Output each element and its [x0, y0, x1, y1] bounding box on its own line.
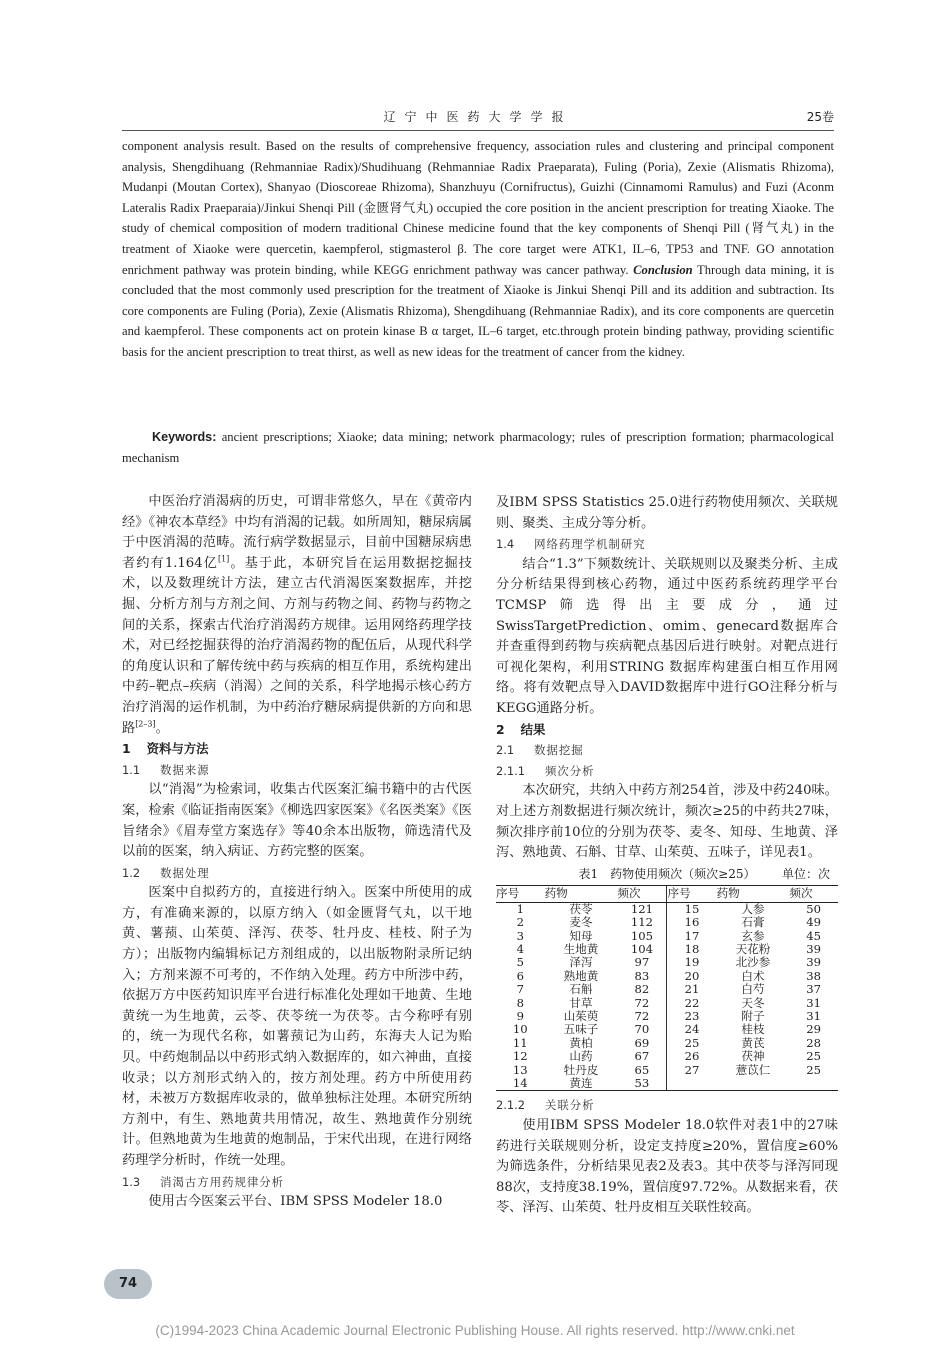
table-cell: 37	[806, 982, 822, 997]
subsection-number: 1.2	[122, 865, 141, 880]
table-cell: 105	[630, 928, 653, 943]
conclusion-label: Conclusion	[633, 262, 693, 277]
table-cell: 104	[630, 941, 653, 956]
section-title: 资料与方法	[146, 741, 209, 757]
table-cell: 20	[667, 970, 717, 983]
table-cell: 黄连	[545, 1077, 618, 1091]
table-cell: 天花粉	[735, 941, 771, 956]
table-caption	[496, 864, 838, 885]
section-heading-1	[122, 739, 472, 760]
table-cell: 38	[806, 968, 822, 983]
table-cell: 生地黄	[563, 941, 599, 956]
header-index: 序号	[667, 886, 717, 902]
table-cell: 45	[806, 928, 822, 943]
table-cell	[717, 1077, 790, 1091]
header-drug: 药物	[545, 886, 618, 902]
table-cell: 16	[667, 916, 717, 929]
table-cell: 39	[806, 955, 822, 970]
table-row	[496, 1010, 838, 1023]
paragraph-1-1: 以“消渴”为检索词，收集古代医案汇编书籍中的古代医案，检索《临证指南医案》《柳选四家医案》《名医类案》《医旨绪余》《眉寿堂方案选存》等40余本出版物，筛选清代及以前的医案，纳入病证、方药完整的医案。	[122, 782, 472, 860]
keywords-label: Keywords:	[152, 430, 217, 444]
copyright-footer: (C)1994-2023 China Academic Journal Electronic Publishing House. All rights reserved. http://www.cnki.net	[155, 1323, 795, 1338]
table-cell: 6	[516, 968, 524, 983]
subsection-heading-1-2	[122, 863, 472, 884]
table-cell: 茯神	[741, 1049, 765, 1064]
table-cell: 39	[806, 941, 822, 956]
table-cell: 29	[806, 1022, 822, 1037]
table-cell: 28	[806, 1035, 822, 1050]
table-cell: 薏苡仁	[735, 1062, 771, 1077]
table-cell: 121	[630, 901, 653, 916]
table-row	[496, 943, 838, 956]
table-cell: 18	[667, 943, 717, 956]
section-heading-2	[496, 720, 838, 741]
intro-paragraph	[122, 492, 472, 739]
abstract-conclusion: Through data mining, it is concluded that the most commonly used prescription for the treatment of Xiaoke is Jinkui Shenqi Pill and its addition and subtraction. Its core components are Fuling (Poria), Zexie (Alismatis Rhizoma), Shengdihuang (Rehmanniae Radix), and its core components are quercetin and kaempferol. These components act on protein kinase B α target, IL–6 target, etc.through protein binding pathway, providing scientific basis for the ancient prescription to treat thirst, as well as new ideas for the treatment of cancer from the kidney.	[122, 262, 835, 359]
table-cell: 熟地黄	[563, 968, 599, 983]
table-cell: 5	[516, 955, 524, 970]
table-cell: 白术	[741, 968, 765, 983]
table-cell: 石斛	[569, 982, 593, 997]
table-cell: 67	[634, 1049, 650, 1064]
table-row	[496, 970, 838, 983]
table-cell: 19	[667, 956, 717, 969]
table-row	[496, 1064, 838, 1077]
keywords-text: ancient prescriptions; Xiaoke; data mining; network pharmacology; rules of prescription formation; pharmacological mechanism	[122, 430, 834, 465]
subsection-heading-2-1-2	[496, 1095, 838, 1116]
table-cell: 北沙参	[735, 955, 771, 970]
table-cell: 7	[516, 982, 524, 997]
table-title: 表1 药物使用频次（频次≥25）	[578, 866, 756, 881]
table-cell: 2	[516, 915, 524, 930]
table-cell: 12	[512, 1049, 528, 1064]
table-cell: 23	[667, 1010, 717, 1023]
table-cell: 21	[667, 983, 717, 996]
paragraph-1-3: 使用古今医案云平台、IBM SPSS Modeler 18.0	[148, 1194, 443, 1210]
table-cell: 69	[634, 1035, 650, 1050]
subsection-heading-2-1	[496, 740, 838, 761]
paragraph-1-2: 医案中自拟药方的，直接进行纳入。医案中所使用的成方，有准确来源的，以原方纳入（如金匮肾气丸，以干地黄、薯蓣、山茱萸、泽泻、茯苓、牡丹皮、桂枝、附子为方）；出版物内编辑标记方剂组成的，以出版物附录所记纳入；方剂来源不可考的，不作纳入处理。药方中所涉中药，依据万方中医药知识库平台进行标准化处理如干地黄、生地黄统一为生地黄，云苓、茯苓统一为茯苓。古今称呼有别的，统一为现代名称，如薯蓣记为山药，东海夫人记为贻贝。中药炮制品以中药形式纳入数据库的，如六神曲，直接收录；以方剂形式纳入的，按方剂处理。药方中所使用药材，未被万方数据库收录的，做单独标注处理。本研究所纳方剂中，有生、熟地黄共用情况，故生、熟地黄作分别统计。但熟地黄为生地黄的炮制品，于宋代出现，在进行网络药理学分析时，作统一处理。	[122, 885, 472, 1168]
table-row	[496, 930, 838, 943]
table-unit: 单位：次	[781, 866, 830, 881]
table-cell: 17	[667, 930, 717, 943]
table-row	[496, 1050, 838, 1063]
table-cell: 五味子	[563, 1022, 599, 1037]
paragraph-2-1-2: 使用IBM SPSS Modeler 18.0软件对表1中的27味药进行关联规则分析，设定支持度≥20%，置信度≥60%为筛选条件，分析结果见表2及表3。其中茯苓与泽泻同现88次，支持度38.19%，置信度97.72%。从数据来看，茯苓、泽泻、山茱萸、牡丹皮相互关联性较高。	[496, 1117, 838, 1216]
subsection-number: 1.1	[122, 762, 141, 777]
paragraph-2-1-1: 本次研究，共纳入中药方剂254首，涉及中药240味。对上述方剂数据进行频次统计，频次≥25的中药共27味，频次排序前10位的分别为茯苓、麦冬、知母、生地黄、泽泻、熟地黄、石斛、甘草、山茱萸、五味子，详见表1。	[496, 783, 838, 861]
right-column	[496, 493, 838, 1219]
subsection-number: 2.1.2	[496, 1098, 525, 1113]
table-cell: 26	[667, 1050, 717, 1063]
table-cell: 天冬	[741, 995, 765, 1010]
table-cell: 甘草	[569, 995, 593, 1010]
table-row	[496, 902, 838, 916]
table-cell: 3	[516, 928, 524, 943]
section-number: 2	[496, 721, 505, 737]
table-cell: 31	[806, 995, 822, 1010]
table-cell: 25	[806, 1062, 822, 1077]
subsection-title: 网络药理学机制研究	[534, 537, 646, 552]
table-cell: 黄柏	[569, 1035, 593, 1050]
table-cell: 14	[496, 1077, 545, 1091]
intro-text-1: 中医治疗消渴病的历史，可谓非常悠久，早在《黄帝内经》《神农本草经》中均有消渴的记载。如所周知，糖尿病属于中医消渴的范畴。流行病学数据显示，目前中国糖尿病患者约有1.164亿	[122, 494, 472, 571]
table-cell: 15	[667, 902, 717, 916]
abstract-text: component analysis result. Based on the results of comprehensive frequency, association rules and clustering and principal component analysis, Shengdihuang (Rehmanniae Radix)/Shudihuang (Rehmanniae Radix Praeparata), Fuling (Poria), Zexie (Alismatis Rhizoma), Mudanpi (Moutan Cortex), Shanyao (Dioscoreae Rhizoma), Shanzhuyu (Cornifructus), Guizhi (Cinnamomi Ramulus) and Fuzi (Aconm Lateralis Radix Praeparaia)/Jinkui Shenqi Pill (金匮肾气丸) occupied the core position in the ancient prescription for treating Xiaoke. The study of chemical composition of modern traditional Chinese medicine found that the key components of Shenqi Pill (肾气丸) in the treatment of Xiaoke were quercetin, kaempferol, stigmasterol β. The core target were ATK1, IL–6, TP53 and TNF. GO annotation enrichment pathway was protein binding, while KEGG enrichment pathway was cancer pathway.	[122, 139, 834, 277]
table-cell: 知母	[569, 928, 593, 943]
table-cell: 黄芪	[741, 1035, 765, 1050]
citation-2: [2–3]	[135, 719, 156, 729]
table-cell: 83	[634, 968, 650, 983]
table-cell: 25	[806, 1049, 822, 1064]
table-cell: 72	[634, 1008, 650, 1023]
table-row	[496, 916, 838, 929]
table-cell: 山茱萸	[563, 1008, 599, 1023]
subsection-number: 2.1.1	[496, 763, 525, 778]
subsection-title: 消渴古方用药规律分析	[160, 1174, 285, 1189]
table-cell: 65	[634, 1062, 650, 1077]
subsection-heading-1-3	[122, 1172, 472, 1193]
subsection-heading-2-1-1	[496, 761, 838, 782]
table-cell: 10	[512, 1022, 528, 1037]
table-row	[496, 1023, 838, 1036]
table-cell: 27	[667, 1064, 717, 1077]
paragraph-1-3-cont: 及IBM SPSS Statistics 25.0进行药物使用频次、关联规则、聚类、主成分等分析。	[496, 495, 838, 531]
section-number: 1	[122, 741, 131, 757]
table-cell: 31	[806, 1008, 822, 1023]
page-number: 74	[104, 1269, 152, 1299]
subsection-heading-1-4	[496, 534, 838, 555]
table-cell: 1	[516, 901, 524, 916]
subsection-number: 2.1	[496, 743, 515, 758]
table-cell: 49	[806, 915, 822, 930]
table-cell: 山药	[569, 1049, 593, 1064]
journal-name: 辽宁中医药大学学报	[383, 110, 573, 124]
subsection-heading-1-1	[122, 760, 472, 781]
table-cell: 人参	[741, 901, 765, 916]
english-abstract	[122, 136, 834, 363]
table-header-row	[496, 886, 838, 902]
subsection-title: 数据来源	[160, 762, 210, 777]
table-cell: 9	[516, 1008, 524, 1023]
table-row	[496, 1077, 838, 1091]
left-column	[122, 492, 472, 1213]
table-row	[496, 956, 838, 969]
table-cell: 72	[634, 995, 650, 1010]
table-cell: 石膏	[741, 915, 765, 930]
table-cell	[667, 1077, 717, 1091]
table-cell: 桂枝	[741, 1022, 765, 1037]
paragraph-1-4: 结合“1.3”下频数统计、关联规则以及聚类分析、主成分分析结果得到核心药物，通过中医药系统药理学平台TCMSP筛选得出主要成分，通过SwissTargetPrediction、omim、genecard数据库合并查重得到药物与疾病靶点基因后进行映射。对靶点进行可视化架构，利用STRING 数据库构建蛋白相互作用网络。将有效靶点导入DAVID数据库中进行GO注释分析与KEGG通路分析。	[496, 556, 838, 716]
subsection-title: 数据挖掘	[534, 743, 584, 758]
table-cell: 22	[667, 997, 717, 1010]
table-cell: 50	[806, 901, 822, 916]
intro-text-end: 。	[155, 720, 169, 736]
table-cell: 4	[516, 941, 524, 956]
table-cell: 13	[512, 1062, 528, 1077]
table-cell: 玄参	[741, 928, 765, 943]
subsection-number: 1.3	[122, 1174, 141, 1189]
table-row	[496, 1037, 838, 1050]
running-header	[122, 104, 834, 131]
header-drug: 药物	[717, 886, 790, 902]
table-cell: 牡丹皮	[563, 1062, 599, 1077]
table-row	[496, 983, 838, 996]
frequency-table	[496, 885, 838, 1091]
table-cell: 白芍	[741, 982, 765, 997]
subsection-title: 频次分析	[544, 763, 595, 778]
table-cell: 麦冬	[569, 915, 593, 930]
table-cell: 24	[667, 1023, 717, 1036]
table-cell	[789, 1077, 838, 1091]
table-cell: 82	[634, 982, 650, 997]
table-row	[496, 997, 838, 1010]
header-index: 序号	[496, 886, 545, 902]
table-cell: 8	[516, 995, 524, 1010]
table-cell: 泽泻	[569, 955, 593, 970]
subsection-number: 1.4	[496, 537, 515, 552]
table-cell: 25	[667, 1037, 717, 1050]
table-cell: 53	[617, 1077, 667, 1091]
intro-text-2: 。基于此，本研究旨在运用数据挖掘技术，以及数理统计方法，建立古代消渴医案数据库，并挖掘、分析方剂与方剂之间、方剂与药物之间、药物与药物之间的关系，探索古代治疗消渴药方规律。运用网络药理学技术，对已经挖掘获得的治疗消渴药物的配伍后，从现代科学的角度认识和了解传统中药与疾病的相互作用，系统构建出中药–靶点–疾病（消渴）之间的关系，科学地揭示核心药方治疗消渴的运作机制，为中药治疗糖尿病提供新的方向和思路	[122, 555, 472, 736]
keywords	[122, 427, 834, 468]
table-cell: 11	[512, 1035, 528, 1050]
subsection-title: 数据处理	[160, 865, 210, 880]
table-cell: 茯苓	[569, 901, 593, 916]
table-cell: 97	[634, 955, 650, 970]
table-cell: 112	[630, 915, 653, 930]
header-frequency: 频次	[617, 886, 667, 902]
header-frequency: 频次	[789, 886, 838, 902]
citation-1: [1]	[217, 554, 230, 564]
subsection-title: 关联分析	[544, 1098, 595, 1113]
section-title: 结果	[520, 721, 546, 737]
table-cell: 70	[634, 1022, 650, 1037]
volume-label: 25卷	[806, 110, 834, 124]
table-cell: 附子	[741, 1008, 765, 1023]
